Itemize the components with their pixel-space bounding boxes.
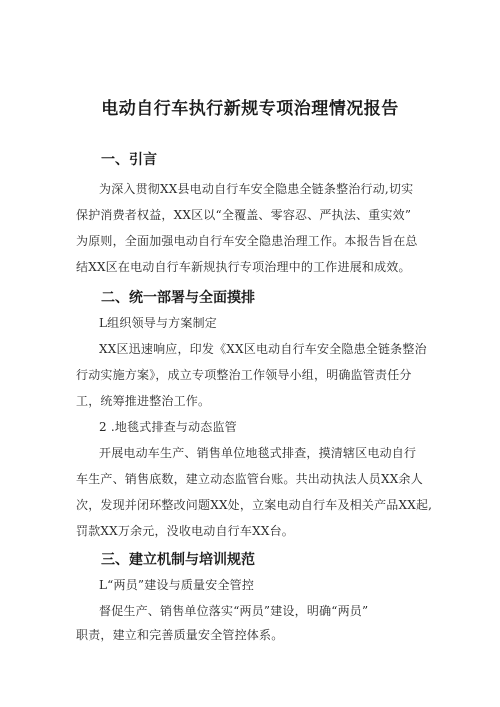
section-heading-mechanism: 三、建立机制与培训规范 (101, 552, 255, 568)
paragraph-line: XX区迅速响应，印发《XX区电动自行车安全隐患全链条整治 (99, 342, 427, 356)
section-heading-intro: 一、引言 (101, 152, 157, 168)
section-heading-deployment: 二、统一部署与全面摸排 (101, 290, 255, 306)
subheading: 2 .地毯式排查与动态监管 (99, 420, 237, 434)
paragraph-line: 车生产、销售底数，建立动态监管台账。共出动执法人员XX余人 (76, 472, 423, 486)
paragraph-line: 次，发现并闭环整改问题XX处，立案电动自行车及相关产品XX起, (76, 498, 433, 512)
paragraph-line: 保护消费者权益，XX区以“全覆盖、零容忍、严执法、重实效” (76, 208, 412, 222)
paragraph-line: 为原则，全面加强电动自行车安全隐患治理工作。本报告旨在总 (76, 234, 418, 248)
paragraph-line: 结XX区在电动自行车新规执行专项治理中的工作进展和成效。 (76, 260, 411, 274)
paragraph-line: 督促生产、销售单位落实“两员”建设，明确“两员” (99, 604, 369, 618)
paragraph-line: 为深入贯彻XX县电动自行车安全隐患全链条整治行动,切实 (99, 182, 414, 196)
paragraph-line: 罚款XX万余元，没收电动自行车XX台。 (76, 524, 294, 538)
subheading: L组织领导与方案制定 (99, 316, 217, 330)
paragraph-line: 职责，建立和完善质量安全管控体系。 (76, 628, 284, 642)
document-title: 电动自行车执行新规专项治理情况报告 (101, 99, 399, 119)
subheading: L“两员”建设与质量安全管控 (99, 578, 255, 592)
paragraph-line: 行动实施方案》，成立专项整治工作领导小组，明确监管责任分 (76, 368, 412, 382)
paragraph-line: 工，统筹推进整治工作。 (76, 394, 211, 408)
paragraph-line: 开展电动车生产、销售单位地毯式排查，摸清辖区电动自行 (99, 446, 417, 460)
